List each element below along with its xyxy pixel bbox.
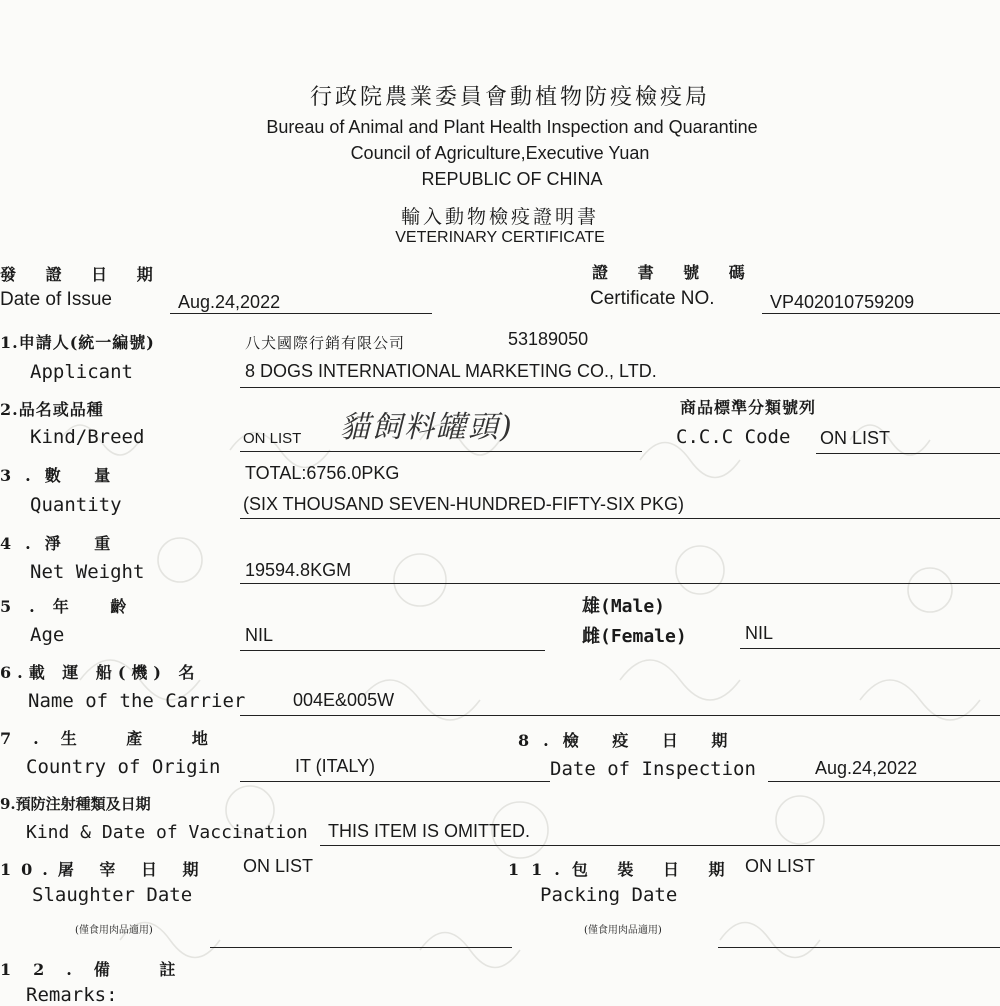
age-label-en: Age: [30, 624, 65, 646]
applicant-label-zh: 1.申請人(統一編號): [0, 333, 155, 352]
vaccination-underline: [320, 845, 1000, 846]
applicant-name-zh: 八犬國際行銷有限公司: [245, 334, 406, 352]
ccc-value: ON LIST: [820, 428, 891, 448]
net-weight-value: 19594.8KGM: [245, 560, 352, 580]
kind-underline: [240, 451, 642, 452]
kind-handwritten-note: 貓飼料罐頭): [340, 410, 514, 445]
net-weight-label-zh: 4.淨 重: [0, 534, 125, 553]
packing-value: ON LIST: [745, 856, 816, 876]
cert-no-value: VP402010759209: [770, 292, 915, 312]
net-weight-label-en: Net Weight: [30, 561, 145, 583]
age-value: NIL: [245, 625, 274, 645]
ccc-underline: [816, 453, 1000, 454]
quantity-value: TOTAL:6756.0PKG: [245, 463, 400, 483]
quantity-label-zh: 3.數 量: [0, 466, 125, 485]
vaccination-label-zh: 9.預防注射種類及日期: [0, 795, 151, 813]
issue-date-label-zh: 發 證 日 期: [0, 265, 165, 284]
origin-underline: [240, 781, 550, 782]
quantity-words: (SIX THOUSAND SEVEN-HUNDRED-FIFTY-SIX PKG): [243, 494, 685, 514]
inspection-value: Aug.24,2022: [815, 758, 918, 778]
slaughter-label-en: Slaughter Date: [32, 884, 193, 906]
cert-no-underline: [762, 313, 1000, 314]
country-title: REPUBLIC OF CHINA: [421, 169, 603, 189]
agency-title-zh: 行政院農業委員會動植物防疫檢疫局: [309, 85, 710, 110]
remarks-label-en: Remarks:: [26, 984, 118, 1006]
packing-underline: [718, 947, 1000, 948]
net-weight-underline: [240, 583, 1000, 584]
issue-date-underline: [170, 313, 432, 314]
kind-value: ON LIST: [243, 430, 302, 447]
carrier-label-en: Name of the Carrier: [28, 690, 246, 712]
kind-label-zh: 2.品名或品種: [0, 400, 104, 419]
vaccination-label-en: Kind & Date of Vaccination: [26, 822, 308, 843]
applicant-id: 53189050: [508, 329, 589, 349]
age-label-zh: 5.年 齡: [0, 597, 145, 616]
sex-underline: [740, 648, 1000, 649]
inspection-label-zh: 8.檢 疫 日 期: [518, 731, 742, 750]
certificate-title-zh: 輸入動物檢疫證明書: [400, 206, 599, 228]
packing-note: (僅食用肉品適用): [584, 925, 662, 936]
applicant-name-en: 8 DOGS INTERNATIONAL MARKETING CO., LTD.: [245, 361, 657, 381]
quantity-underline: [240, 518, 1000, 519]
issue-date-label-en: Date of Issue: [0, 289, 112, 310]
carrier-value: 004E&005W: [293, 690, 395, 710]
kind-label-en: Kind/Breed: [30, 426, 145, 448]
packing-label-zh: 11.包 裝 日 期: [508, 860, 737, 879]
sex-value: NIL: [745, 623, 774, 643]
male-label: 雄(Male): [582, 596, 666, 617]
certificate-title-en: VETERINARY CERTIFICATE: [395, 229, 605, 246]
vaccination-value: THIS ITEM IS OMITTED.: [328, 821, 530, 841]
issue-date-value: Aug.24,2022: [178, 292, 281, 312]
origin-label-en: Country of Origin: [26, 756, 221, 778]
agency-title-en: Bureau of Animal and Plant Health Inspection and Quarantine: [266, 117, 758, 137]
ccc-label-zh: 商品標準分類號列: [680, 398, 817, 417]
remarks-label-zh: 12.備 註: [0, 960, 198, 979]
packing-label-en: Packing Date: [540, 884, 678, 906]
inspection-underline: [768, 781, 1000, 782]
applicant-underline: [240, 387, 1000, 388]
origin-value: IT (ITALY): [295, 756, 376, 776]
slaughter-value: ON LIST: [243, 856, 314, 876]
inspection-label-en: Date of Inspection: [550, 758, 756, 780]
council-title: Council of Agriculture,Executive Yuan: [350, 143, 650, 163]
origin-label-zh: 7.生 產 地: [0, 729, 230, 748]
cert-no-label-en: Certificate NO.: [590, 288, 715, 309]
slaughter-note: (僅食用肉品適用): [75, 925, 153, 936]
ccc-label-en: C.C.C Code: [676, 426, 791, 448]
slaughter-label-zh: 10.屠 宰 日 期: [0, 860, 209, 879]
female-label: 雌(Female): [582, 626, 687, 647]
applicant-label-en: Applicant: [30, 361, 133, 383]
carrier-label-zh: 6.載 運 船(機) 名: [0, 663, 201, 682]
cert-no-label-zh: 證 書 號 碼: [592, 263, 757, 282]
carrier-underline: [240, 715, 1000, 716]
age-underline: [240, 650, 545, 651]
quantity-label-en: Quantity: [30, 494, 122, 516]
slaughter-underline: [210, 947, 512, 948]
